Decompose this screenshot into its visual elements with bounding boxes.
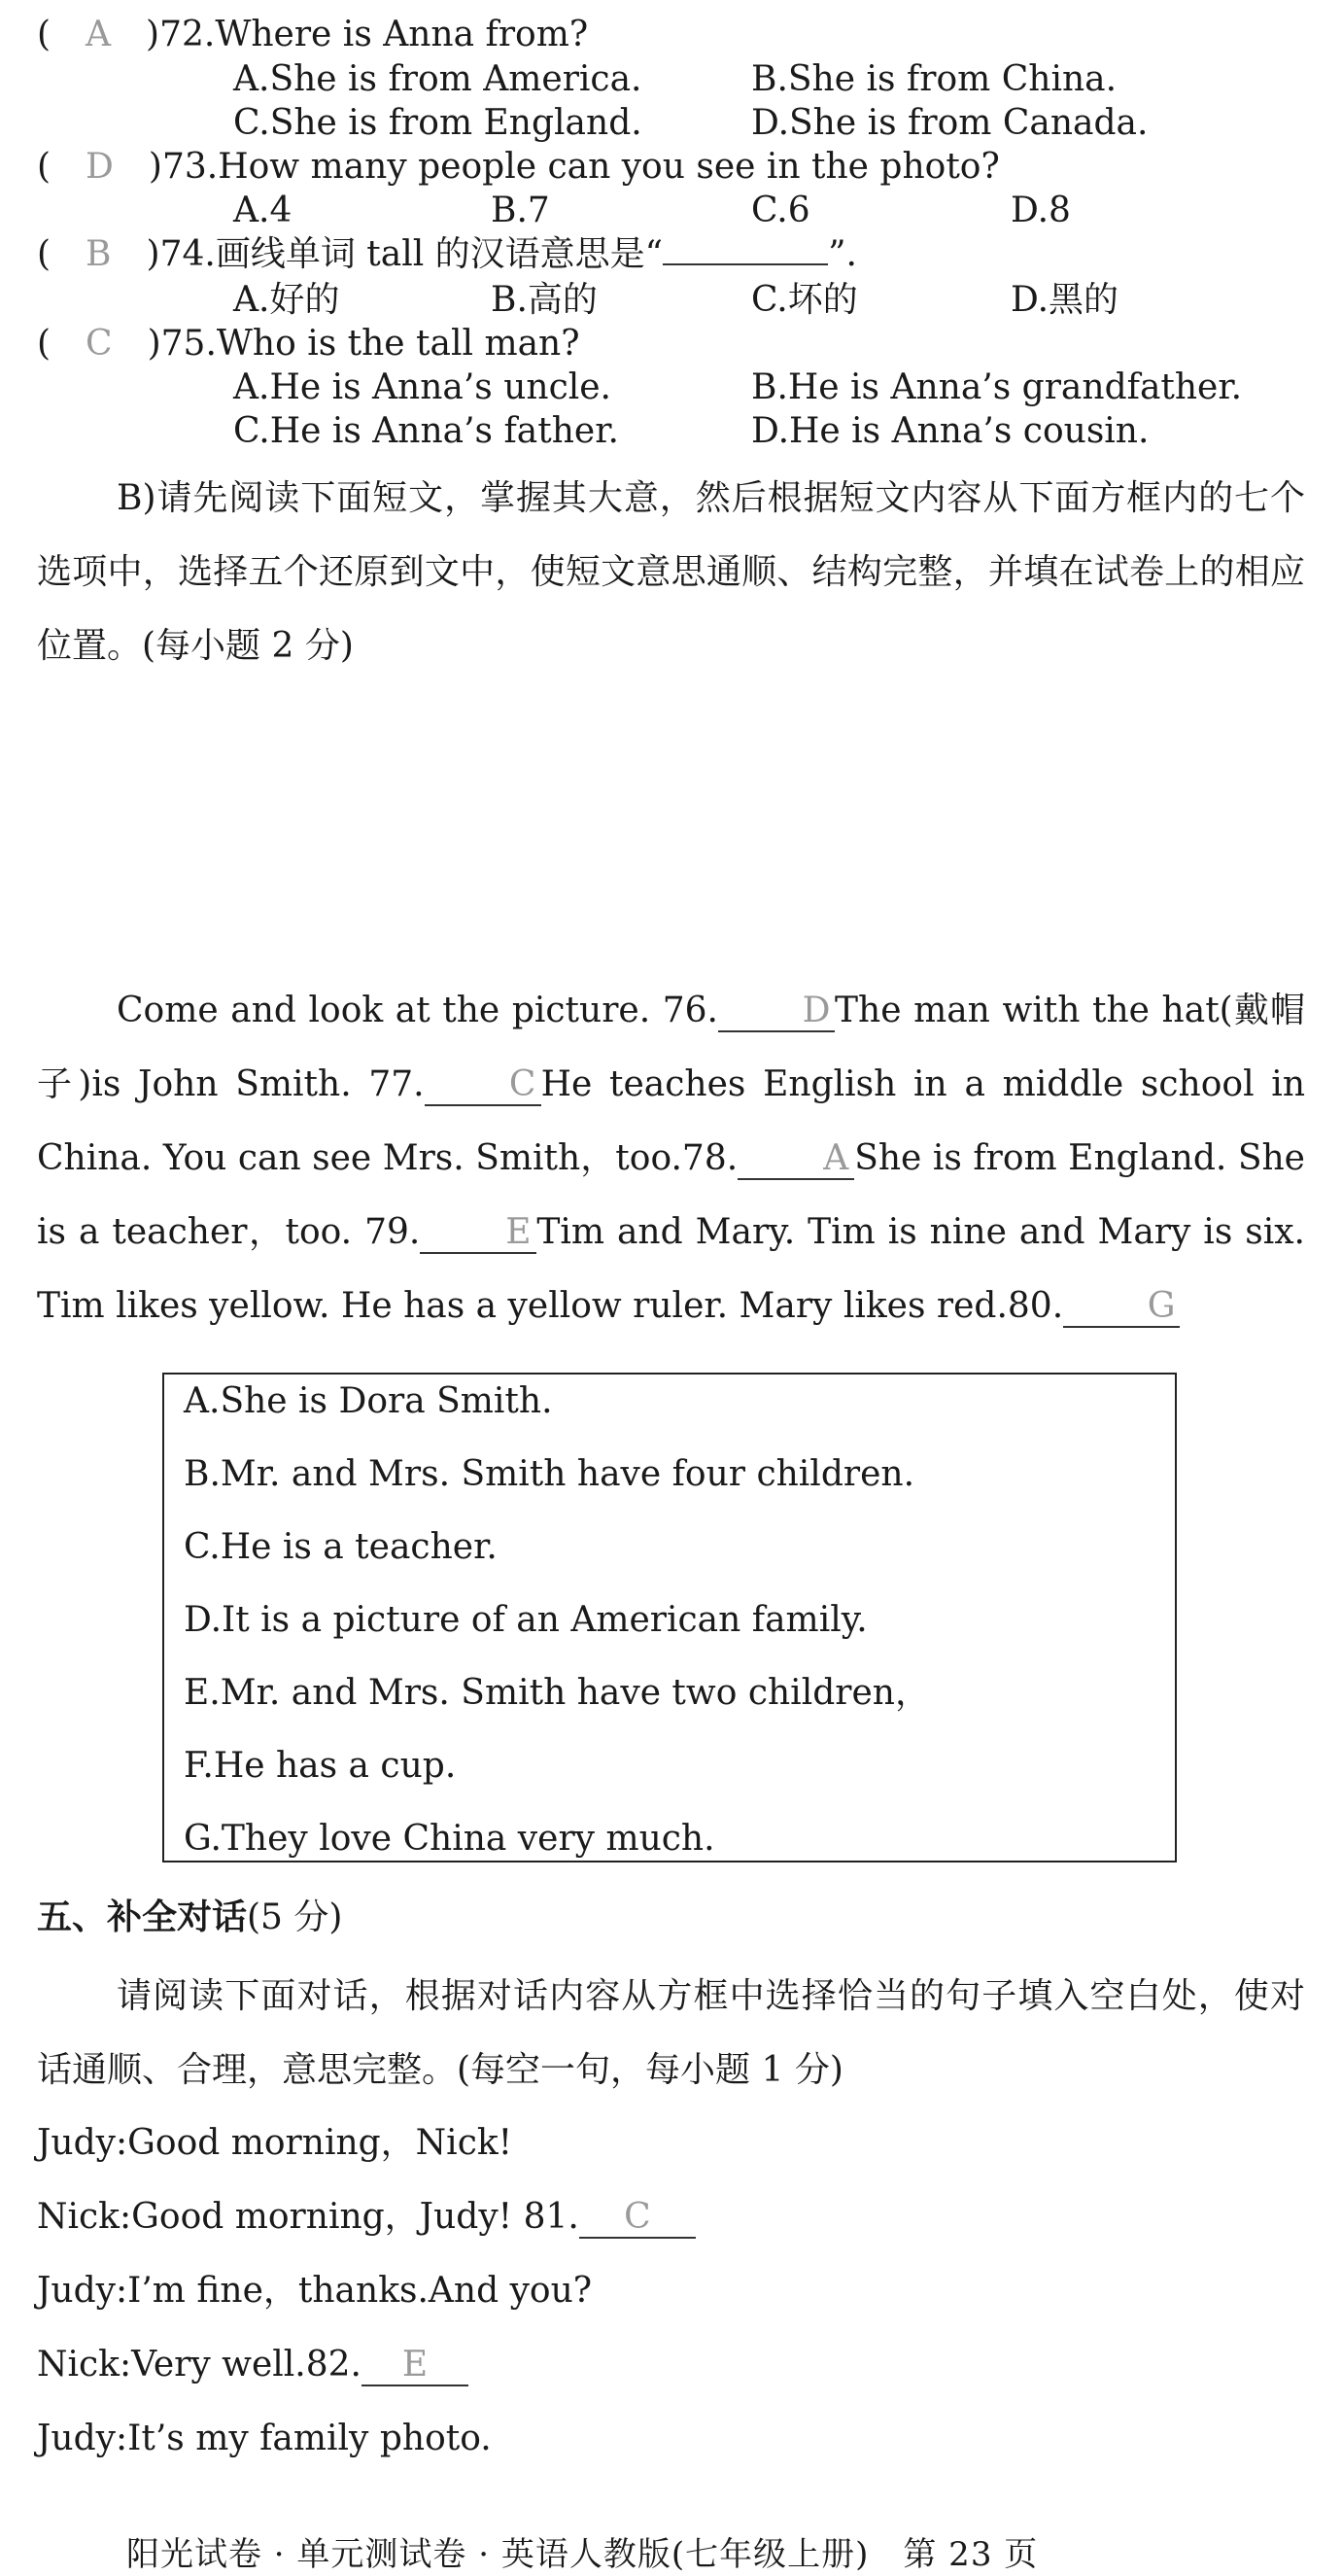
blank-80: G — [1063, 1287, 1180, 1328]
option-73-d: D.8 — [1011, 191, 1071, 230]
page-footer: 阳光试卷 · 单元测试卷 · 英语人教版(七年级上册) 第 23 页 — [126, 2535, 1039, 2574]
question-74: ( B )74.画线单词 tall 的汉语意思是“ ”. — [37, 234, 857, 274]
box-option-a: A.She is Dora Smith. — [184, 1381, 553, 1421]
box-option-f: F.He has a cup. — [184, 1746, 457, 1786]
dialogue-line: Nick:Good morning，Judy! 81. C — [37, 2196, 696, 2239]
question-73-text: How many people can you see in the photo? — [218, 147, 1000, 187]
answer-73: D — [86, 147, 114, 187]
option-75-b: B.He is Anna’s grandfather. — [751, 367, 1243, 407]
question-74-text: 画线单词 tall 的汉语意思是“ — [215, 234, 664, 274]
box-option-e: E.Mr. and Mrs. Smith have two children， — [184, 1673, 930, 1713]
options-box — [162, 1373, 1177, 1862]
option-72-a: A.She is from America. — [233, 59, 642, 99]
blank-76: D — [718, 992, 835, 1032]
option-72-d: D.She is from Canada. — [751, 103, 1149, 143]
option-72-b: B.She is from China. — [751, 59, 1118, 99]
section-five-heading: 五、补全对话(5 分) — [37, 1897, 343, 1937]
option-75-d: D.He is Anna’s cousin. — [751, 411, 1150, 451]
blank-78: A — [738, 1139, 854, 1180]
box-option-d: D.It is a picture of an American family. — [184, 1600, 868, 1640]
section-b-instructions: B)请先阅读下面短文，掌握其大意，然后根据短文内容从下面方框内的七个选项中，选择五个还原到文中，使短文意思通顺、结构完整，并填在试卷上的相应位置。(每小题 2 分) — [37, 478, 1305, 666]
option-75-c: C.He is Anna’s father. — [233, 411, 619, 451]
dialogue-line: Judy:Good morning，Nick! — [37, 2123, 513, 2163]
box-option-g: G.They love China very much. — [184, 1819, 715, 1859]
option-73-c: C.6 — [751, 191, 810, 230]
option-73-a: A.4 — [233, 191, 292, 230]
blank-79: E — [420, 1213, 536, 1254]
question-72-text: Where is Anna from? — [215, 15, 589, 54]
option-75-a: A.He is Anna’s uncle. — [233, 367, 612, 407]
box-option-c: C.He is a teacher. — [184, 1527, 498, 1567]
section-b-passage: Come and look at the picture. 76. D The man with the hat(戴帽子)is John Smith. 77. C He teaches English in a middle school in China. You can see Mrs. Smith，too.78. A She is from England. She is a teacher，too. 79. E Tim and Mary. Tim is nine and Mary is six. Tim likes yellow. He has a yellow ruler. Mary likes red.80. G — [37, 991, 1306, 1326]
blank-74 — [663, 263, 828, 265]
blank-82: E — [361, 2346, 468, 2386]
option-74-d: D.黑的 — [1011, 280, 1119, 320]
dialogue-line: Judy:I’m fine，thanks.And you? — [37, 2271, 593, 2311]
option-74-c: C.坏的 — [751, 280, 858, 320]
option-73-b: B.7 — [491, 191, 550, 230]
option-72-c: C.She is from England. — [233, 103, 642, 143]
question-75: ( C )75.Who is the tall man? — [37, 324, 580, 364]
blank-81: C — [579, 2198, 696, 2239]
dialogue-line: Nick:Very well.82. E — [37, 2344, 468, 2386]
option-74-a: A.好的 — [233, 280, 340, 320]
blank-77: C — [425, 1065, 541, 1106]
question-72: ( A )72.Where is Anna from? — [37, 15, 589, 54]
question-73: ( D )73.How many people can you see in the photo? — [37, 147, 1000, 187]
box-option-b: B.Mr. and Mrs. Smith have four children. — [184, 1454, 915, 1494]
answer-72: A — [86, 15, 112, 54]
section-five-instructions: 请阅读下面对话，根据对话内容从方框中选择恰当的句子填入空白处，使对话通顺、合理，意思完整。(每空一句，每小题 1 分) — [37, 1976, 1305, 2090]
question-75-text: Who is the tall man? — [216, 324, 580, 364]
dialogue-line: Judy:It’s my family photo. — [37, 2419, 492, 2458]
answer-74: B — [86, 234, 112, 274]
option-74-b: B.高的 — [491, 280, 598, 320]
answer-75: C — [86, 324, 113, 364]
